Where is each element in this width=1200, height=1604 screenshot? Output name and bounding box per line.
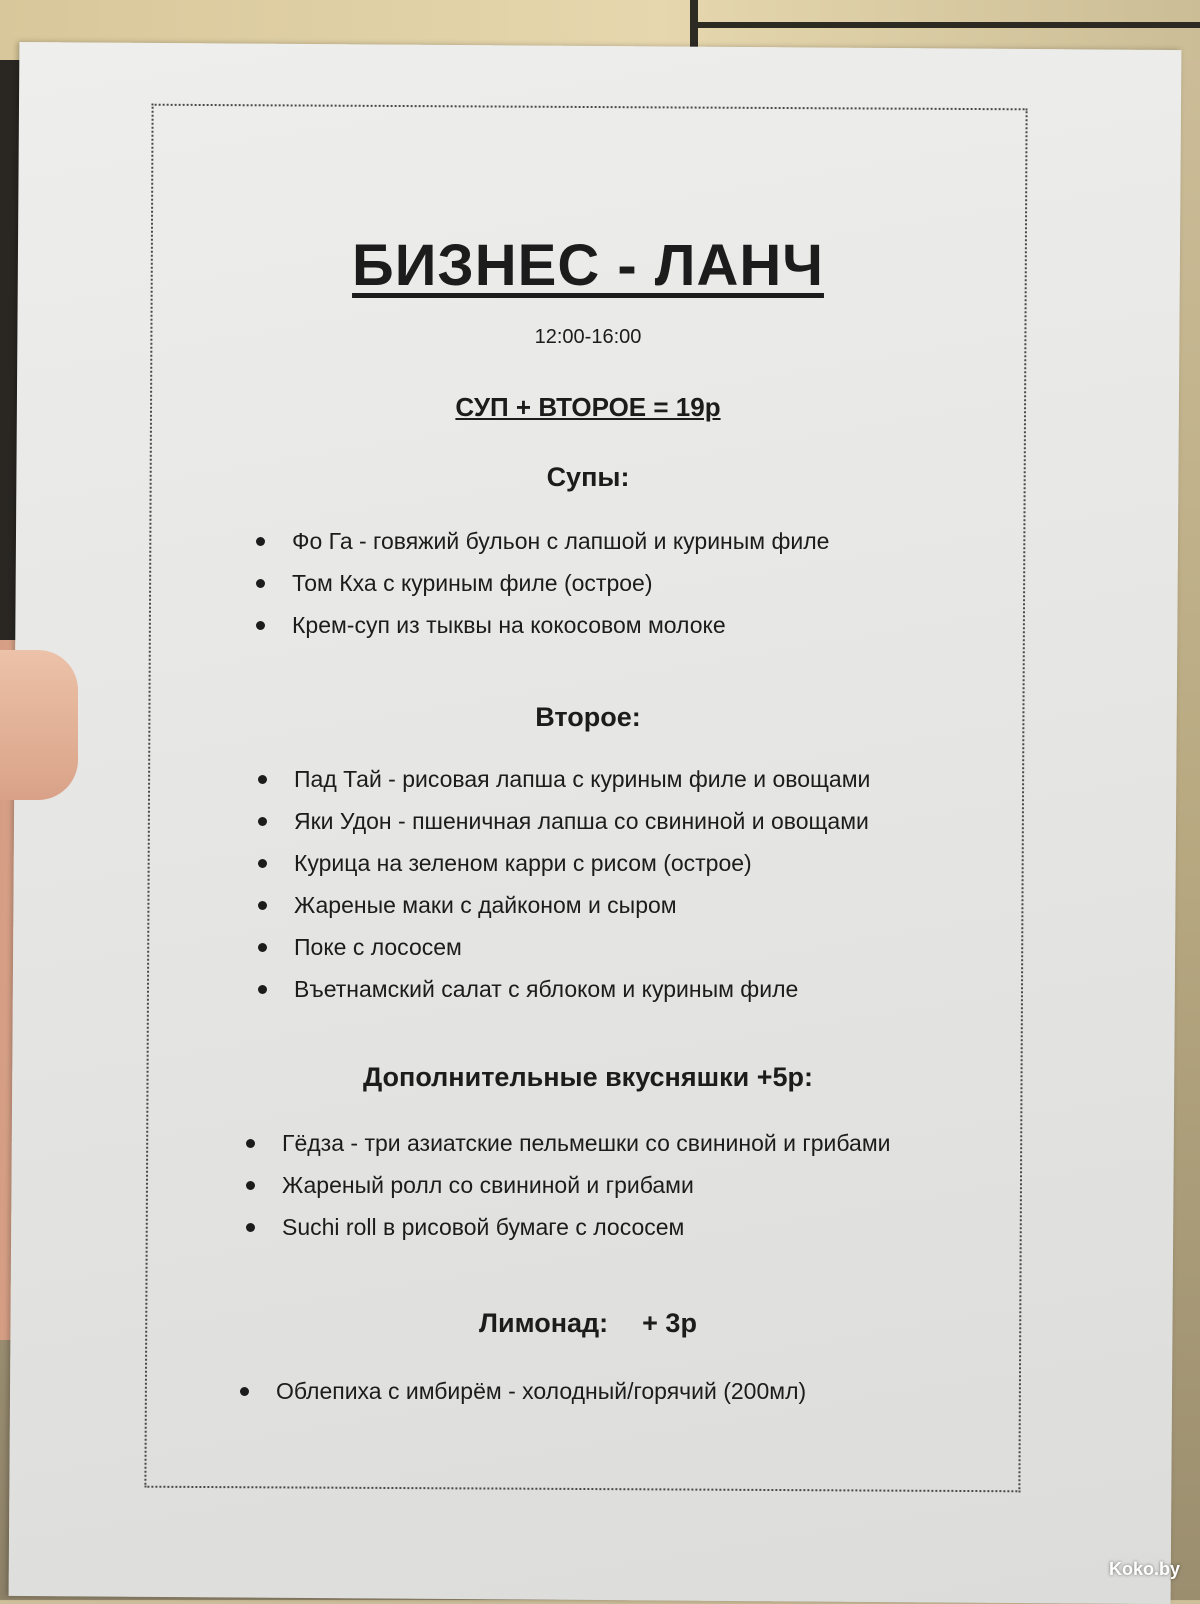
menu-hours: 12:00-16:00 [534, 326, 642, 348]
list-item: Яки Удон - пшеничная лапша со свининой и овощами [258, 800, 870, 842]
soups-heading: Супы: [546, 462, 630, 492]
list-item: Поке с лососем [258, 926, 870, 968]
list-item: Въетнамский салат с яблоком и куриным филе [258, 968, 870, 1010]
list-item: Облепиха с имбирём - холодный/горячий (200мл) [240, 1370, 806, 1412]
soups-list [256, 520, 829, 646]
list-item: Гёдза - три азиатские пельмешки со свининой и грибами [246, 1122, 890, 1164]
list-item: Фо Га - говяжий бульон с лапшой и куриным филе [256, 520, 829, 562]
extras-heading: Дополнительные вкусняшки +5р: [362, 1062, 814, 1092]
menu-title: БИЗНЕС - ЛАНЧ [352, 233, 824, 298]
mains-list [258, 758, 870, 1010]
list-item: Suchi roll в рисовой бумаге с лососем [246, 1206, 890, 1248]
lemonade-list [240, 1370, 806, 1412]
list-item: Жареные маки с дайконом и сыром [258, 884, 870, 926]
list-item: Том Кха с куриным филе (острое) [256, 562, 829, 604]
list-item: Крем-суп из тыквы на кокосовом молоке [256, 604, 829, 646]
list-item: Пад Тай - рисовая лапша с куриным филе и овощами [258, 758, 870, 800]
lemonade-price: + 3р [642, 1308, 697, 1338]
list-item: Курица на зеленом карри с рисом (острое) [258, 842, 870, 884]
combo-price: СУП + ВТОРОЕ = 19р [455, 392, 721, 422]
lemonade-title: Лимонад: [479, 1308, 609, 1338]
mains-heading: Второе: [535, 702, 641, 732]
lemonade-heading [0, 1308, 1176, 1339]
watermark: Koko.by [1108, 1559, 1180, 1579]
extras-list [246, 1122, 890, 1248]
list-item: Жареный ролл со свининой и грибами [246, 1164, 890, 1206]
